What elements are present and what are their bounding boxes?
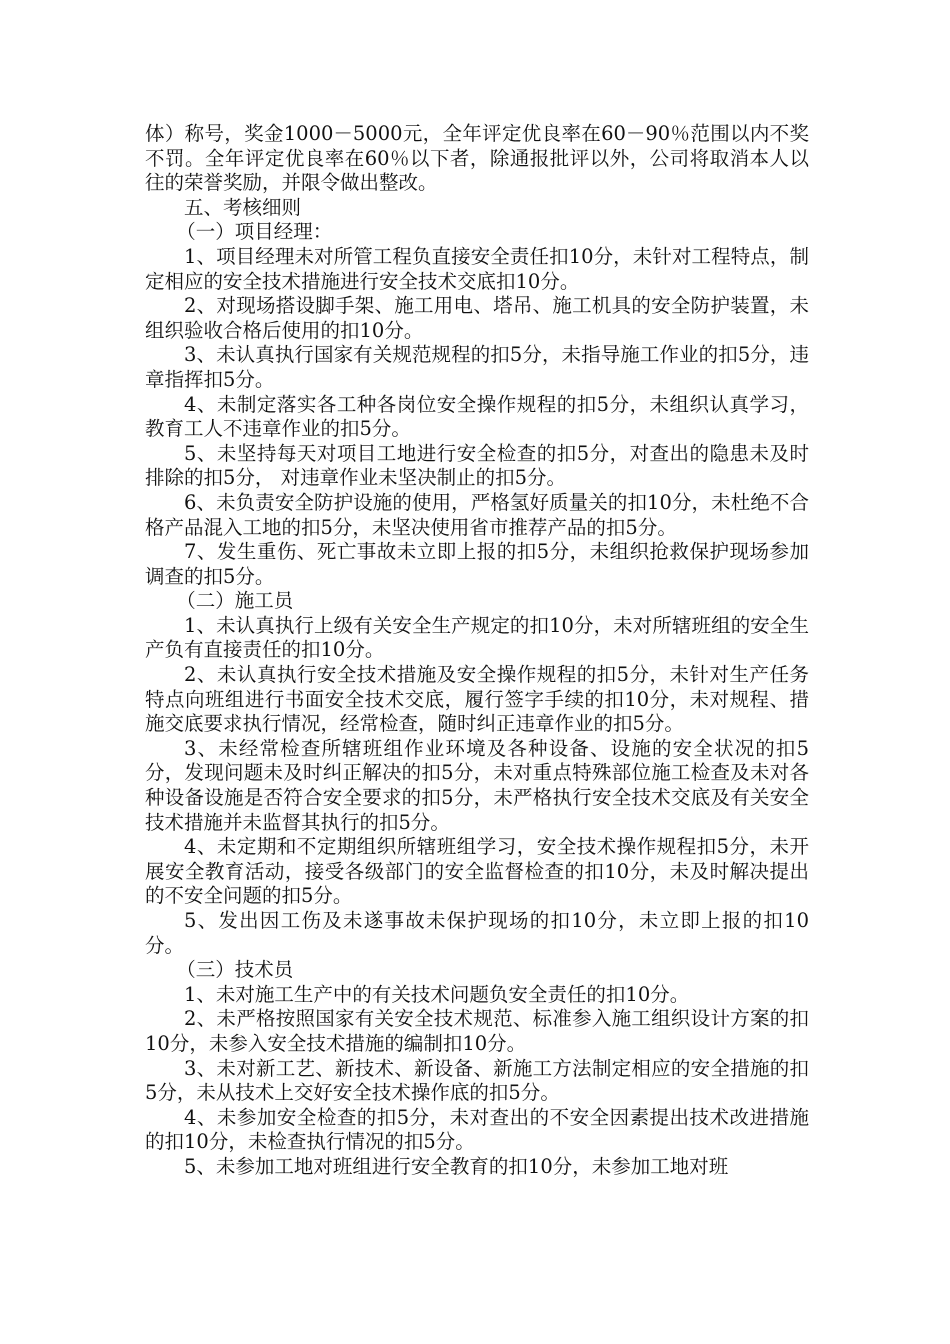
- clause-item: 5、发出因工伤及未遂事故未保护现场的扣10分，未立即上报的扣10分。: [145, 909, 809, 957]
- clause-item: 3、未认真执行国家有关规范规程的扣5分，未指导施工作业的扣5分，违章指挥扣5分。: [145, 343, 809, 391]
- clause-item: 6、未负责安全防护设施的使用，严格氢好质量关的扣10分，未杜绝不合格产品混入工地的扣5分，未坚决使用省市推荐产品的扣5分。: [145, 490, 809, 539]
- section-heading-assessment-rules: 五、考核细则: [184, 195, 302, 219]
- clause-item: 4、未制定落实各工种各岗位安全操作规程的扣5分，未组织认真学习，教育工人不违章作业的扣5分。: [145, 392, 809, 441]
- clause-item: 5、未参加工地对班组进行安全教育的扣10分，未参加工地对班: [184, 1154, 729, 1178]
- subsection-heading-project-manager: （一）项目经理：: [176, 220, 333, 244]
- clause-item: 2、未严格按照国家有关安全技术规范、标准参入施工组织设计方案的扣10分，未参入安全技术措施的编制扣10分。: [145, 1007, 809, 1055]
- clause-item: 3、未对新工艺、新技术、新设备、新施工方法制定相应的安全措施的扣5分，未从技术上交好安全技术操作底的扣5分。: [145, 1056, 809, 1105]
- clause-item: 4、未参加安全检查的扣5分，未对查出的不安全因素提出技术改进措施的扣10分，未检查执行情况的扣5分。: [145, 1105, 809, 1154]
- clause-item: 1、未对施工生产中的有关技术问题负安全责任的扣10分。: [184, 982, 690, 1006]
- clause-item: 4、未定期和不定期组织所辖班组学习，安全技术操作规程扣5分，未开展安全教育活动，接受各级部门的安全监督检查的扣10分，未及时解决提出的不安全问题的扣5分。: [145, 835, 809, 908]
- clause-item: 2、对现场搭设脚手架、施工用电、塔吊、施工机具的安全防护装置，未组织验收合格后使用的扣10分。: [145, 294, 809, 342]
- clause-item: 1、项目经理未对所管工程负直接安全责任扣10分，未针对工程特点，制定相应的安全技术措施进行安全技术交底扣10分。: [145, 244, 809, 293]
- clause-item: 2、未认真执行安全技术措施及安全操作规程的扣5分，未针对生产任务特点向班组进行书面安全技术交底，履行签字手续的扣10分，未对规程、措施交底要求执行情况，经常检查，随时纠正违章作业的扣5分。: [145, 663, 809, 736]
- clause-item: 7、发生重伤、死亡事故未立即上报的扣5分，未组织抢救保护现场参加调查的扣5分。: [145, 540, 809, 588]
- subsection-heading-technician: （三）技术员: [176, 958, 294, 982]
- clause-item: 1、未认真执行上级有关安全生产规定的扣10分，未对所辖班组的安全生产负有直接责任的扣10分。: [145, 613, 809, 662]
- clause-item: 5、未坚持每天对项目工地进行安全检查的扣5分，对查出的隐患未及时排除的扣5分， 对违章作业未坚决制止的扣5分。: [145, 441, 809, 490]
- clause-item: 3、未经常检查所辖班组作业环境及各种设备、设施的安全状况的扣5分，发现问题未及时纠正解决的扣5分，未对重点特殊部位施工检查及未对各种设备设施是否符合安全要求的扣5分，未严格执行安全技术交底及有关安全技术措施并未监督其执行的扣5分。: [145, 736, 809, 834]
- opening-paragraph: 体）称号，奖金1000－5000元，全年评定优良率在60－90％范围以内不奖不罚。全年评定优良率在60％以下者，除通报批评以外，公司将取消本人以往的荣誉奖励，并限令做出整改。: [145, 122, 809, 195]
- subsection-heading-construction-worker: （二）施工员: [176, 589, 294, 613]
- document-body: [145, 122, 809, 1180]
